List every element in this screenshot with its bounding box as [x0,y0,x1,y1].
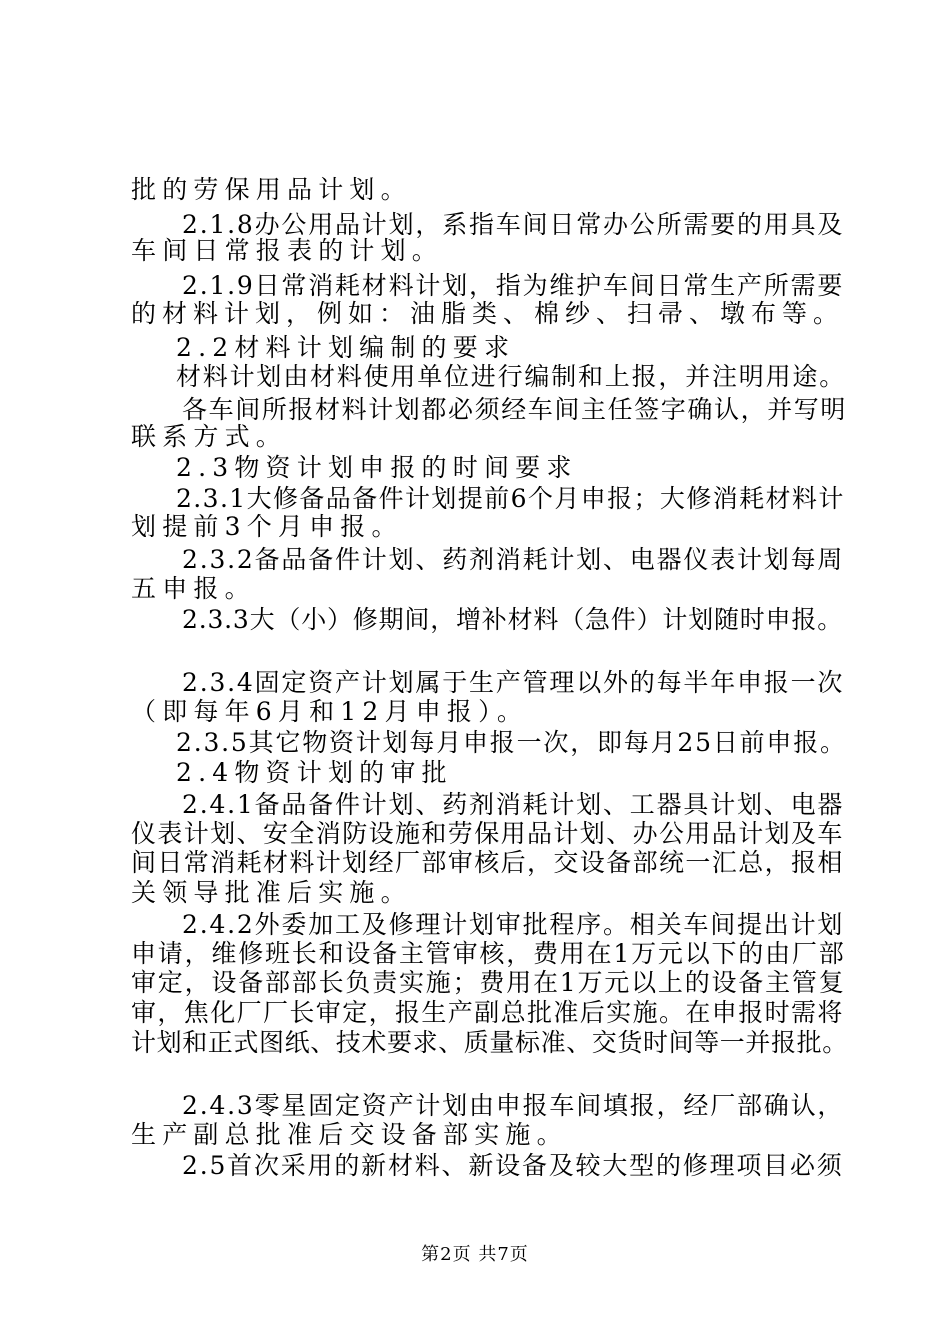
text-line: 材料计划由材料使用单位进行编制和上报，并注明用途。 [176,362,847,391]
text-line: 间日常消耗材料计划经厂部审核后，交设备部统一汇总，报相 [131,848,844,877]
text-line: 联系方式。 [131,422,288,451]
text-line: 2.1.8办公用品计划，系指车间日常办公所需要的用具及 [182,210,845,239]
text-line: 2.3.2备品备件计划、药剂消耗计划、电器仪表计划每周 [182,545,845,574]
section-heading: 2.4物资计划的审批 [176,758,453,787]
text-line: 2.5首次采用的新材料、新设备及较大型的修理项目必须 [182,1151,844,1180]
text-line: 关领导批准后实施。 [131,878,412,907]
text-line: 车间日常报表的计划。 [131,236,444,265]
text-line: 生产副总批准后交设备部实施。 [131,1120,568,1149]
text-line: 计划和正式图纸、技术要求、质量标准、交货时间等一并报批。 [131,1028,848,1057]
text-line: 2.4.3零星固定资产计划由申报车间填报，经厂部确认， [182,1091,845,1120]
text-line: 审定，设备部部长负责实施；费用在1万元以上的设备主管复 [131,968,846,997]
text-line: 2.4.1备品备件计划、药剂消耗计划、工器具计划、电器 [182,790,845,819]
text-line: 仪表计划、安全消防设施和劳保用品计划、办公用品计划及车 [131,819,844,848]
page-number: 第2页 共7页 [421,1244,529,1265]
text-line: 2.1.9日常消耗材料计划，指为维护车间日常生产所需要 [182,271,845,300]
text-line: （即每年6月和12月申报）。 [131,697,529,726]
text-line: 审，焦化厂厂长审定，报生产副总批准后实施。在申报时需将 [131,998,844,1027]
text-line: 划提前3个月申报。 [131,512,403,541]
section-heading: 2.3物资计划申报的时间要求 [176,453,578,482]
text-line: 的材料计划，例如：油脂类、棉纱、扫帚、墩布等。 [131,299,845,328]
text-line: 批的劳保用品计划。 [131,175,412,204]
text-line: 五申报。 [131,574,256,603]
text-line: 2.3.3大（小）修期间，增补材料（急件）计划随时申报。 [182,605,844,634]
section-heading: 2.2材料计划编制的要求 [176,333,516,362]
text-line: 2.3.4固定资产计划属于生产管理以外的每半年申报一次 [182,668,845,697]
text-line: 2.3.1大修备品备件计划提前6个月申报；大修消耗材料计 [176,484,845,513]
text-line: 各车间所报材料计划都必须经车间主任签字确认，并写明 [182,395,848,424]
text-line: 2.4.2外委加工及修理计划审批程序。相关车间提出计划 [182,910,845,939]
text-line: 申请，维修班长和设备主管审核，费用在1万元以下的由厂部 [131,939,846,968]
text-line: 2.3.5其它物资计划每月申报一次，即每月25日前申报。 [176,728,847,757]
